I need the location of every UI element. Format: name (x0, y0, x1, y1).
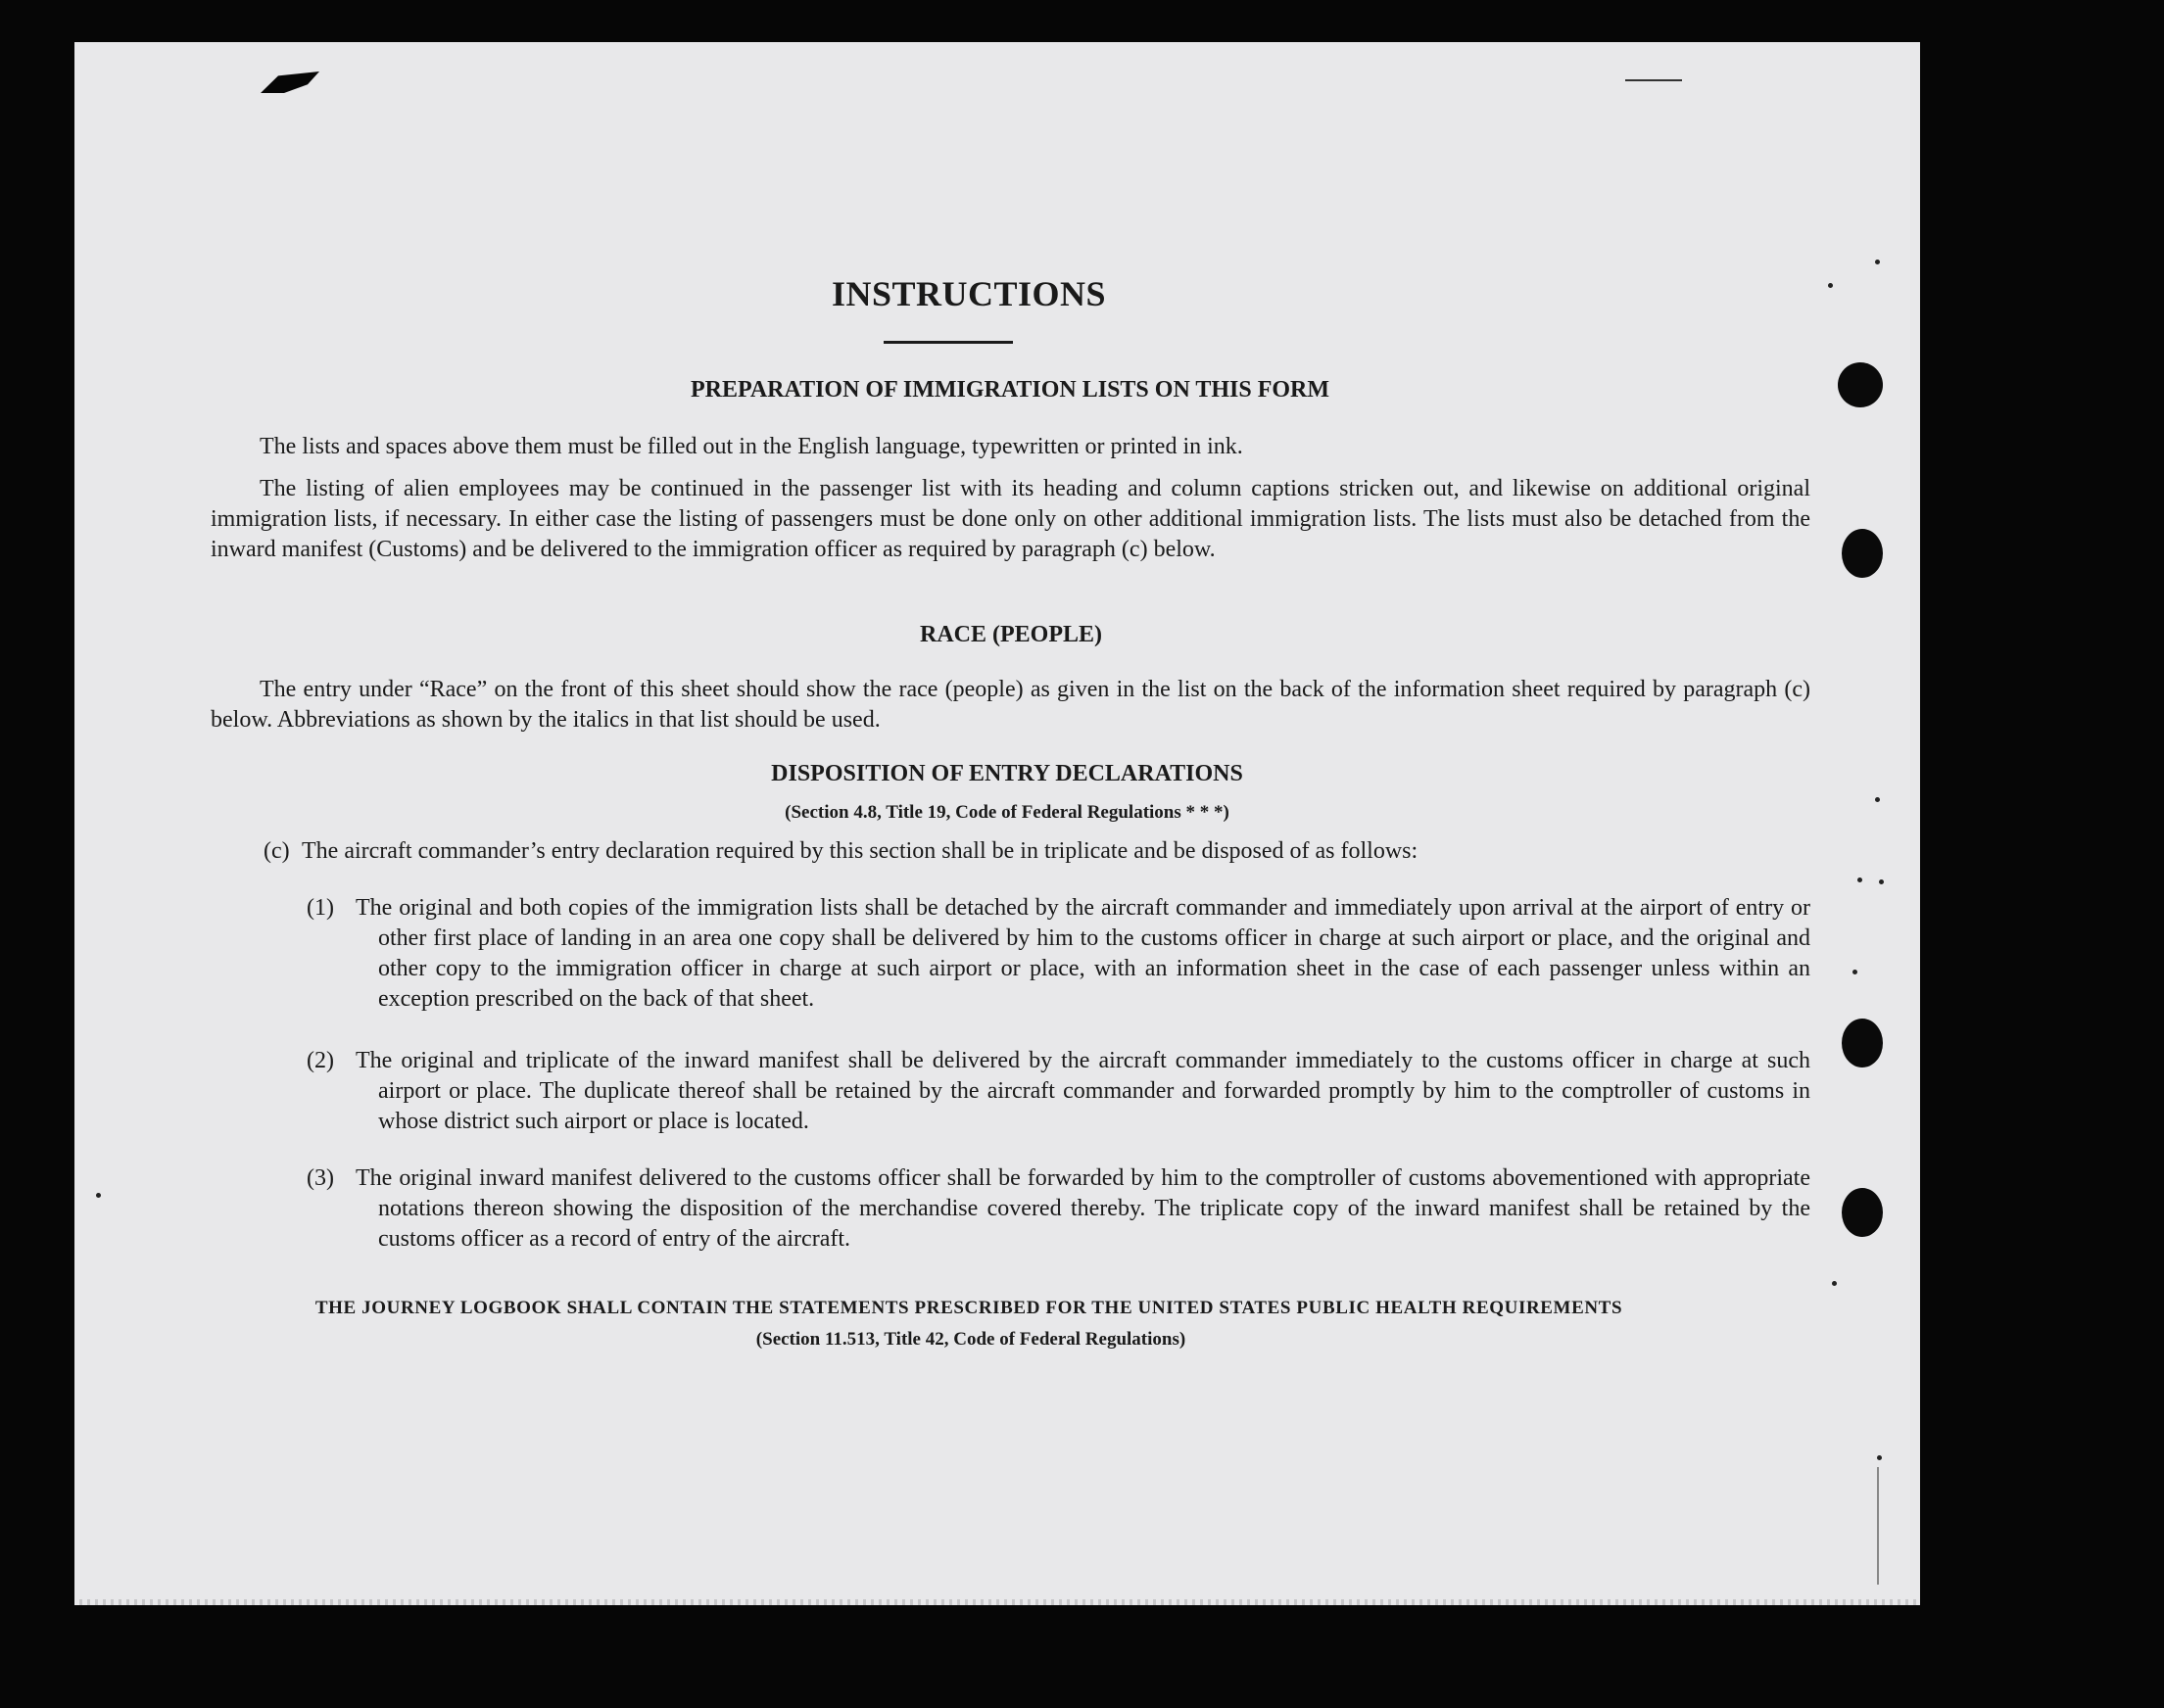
pen-mark (1625, 79, 1682, 81)
paragraph: The listing of alien employees may be continued in the passenger list with its heading and column captions stricken out, and likewise on additional original immigration lists, if necessary. In either case the listing of passengers must be done only on other additional immigration lists. The lists must also be detached from the inward manifest (Customs) and be delivered to the immigration officer as required by paragraph (c) below. (211, 476, 1810, 562)
binder-hole (1842, 1188, 1883, 1237)
section-heading-preparation: PREPARATION OF IMMIGRATION LISTS ON THIS FORM (690, 377, 1330, 403)
title-underline (884, 341, 1013, 344)
list-item-text: The original and triplicate of the inward manifest shall be delivered by the aircraft commander immediately to the customs officer in charge at such airport or place. The duplicate thereof shall be retained by the aircraft commander and forwarded promptly by him to the comptroller of customs in whose district such airport or place is located. (356, 1048, 1810, 1134)
page-title: INSTRUCTIONS (831, 274, 1107, 313)
paragraph-c: The aircraft commander’s entry declaration required by this section shall be in triplicate and be disposed of as follows: (302, 838, 1419, 864)
binder-hole (1842, 1019, 1883, 1068)
speck (1857, 878, 1862, 882)
section-heading-race: RACE (PEOPLE) (920, 622, 1102, 647)
speck (1877, 1455, 1882, 1460)
list-item-number: (3) (307, 1165, 334, 1191)
speck (1875, 260, 1880, 264)
torn-corner (261, 71, 319, 93)
speck (1832, 1281, 1837, 1286)
list-item (307, 1046, 1810, 1137)
speck (1879, 879, 1884, 884)
speck (96, 1193, 101, 1198)
paragraph: The entry under “Race” on the front of this sheet should show the race (people) as given in the list on the back of the information sheet required by paragraph (c) below. Abbreviations as shown by the italics in that list should be used. (211, 677, 1810, 733)
footer-citation: (Section 11.513, Title 42, Code of Federal Regulations) (755, 1329, 1186, 1350)
footer-statement: THE JOURNEY LOGBOOK SHALL CONTAIN THE STATEMENTS PRESCRIBED FOR THE UNITED STATES PUBLIC HEALTH REQUIREMENTS (314, 1298, 1623, 1318)
list-item (307, 893, 1810, 1015)
list-item-text: The original inward manifest delivered to the customs officer shall be forwarded by him to the comptroller of customs abovementioned with appropriate notations thereon showing the disposition of the merchandise covered thereby. The triplicate copy of the inward manifest shall be retained by the customs officer as a record of entry of the aircraft. (356, 1165, 1810, 1252)
section-heading-disposition: DISPOSITION OF ENTRY DECLARATIONS (771, 761, 1243, 786)
pen-mark (1877, 1467, 1879, 1585)
paragraph: The lists and spaces above them must be filled out in the English language, typewritten or printed in ink. (260, 434, 1243, 459)
citation: (Section 4.8, Title 19, Code of Federal Regulations * * *) (785, 802, 1229, 823)
paragraph-c-label: (c) (264, 838, 290, 864)
list-item-text: The original and both copies of the immigration lists shall be detached by the aircraft commander and immediately upon arrival at the airport of entry or other first place of landing in an area one copy shall be delivered by him to the customs officer in charge at such airport or place, and the original and other copy to the immigration officer in charge at such airport or place, with an information sheet in the case of each passenger unless within an exception prescribed on the back of that sheet. (356, 895, 1810, 1012)
list-item-number: (2) (307, 1048, 334, 1073)
speck (1852, 970, 1857, 974)
binder-hole (1842, 529, 1883, 578)
list-item-number: (1) (307, 895, 334, 921)
list-item (307, 1163, 1810, 1255)
document-page (74, 42, 1920, 1605)
